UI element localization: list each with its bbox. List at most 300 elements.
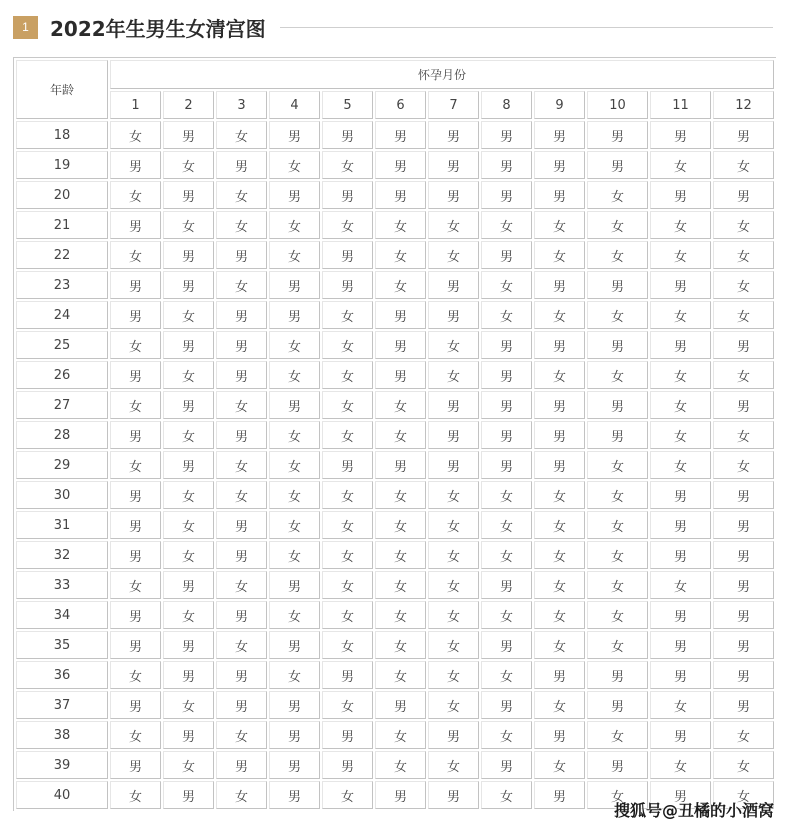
- gender-cell: 女: [428, 331, 479, 359]
- gender-cell: 男: [163, 241, 214, 269]
- gender-cell: 女: [216, 271, 267, 299]
- gender-cell: 男: [216, 661, 267, 689]
- month-header-11: 11: [650, 91, 711, 119]
- gender-cell: 男: [713, 601, 774, 629]
- gender-cell: 女: [587, 781, 648, 809]
- gender-cell: 男: [110, 151, 161, 179]
- gender-cell: 男: [650, 511, 711, 539]
- gender-cell: 女: [269, 151, 320, 179]
- gender-cell: 男: [269, 181, 320, 209]
- gender-cell: 女: [428, 211, 479, 239]
- gender-cell: 女: [428, 241, 479, 269]
- gender-cell: 男: [587, 331, 648, 359]
- gender-cell: 女: [428, 631, 479, 659]
- gender-cell: 女: [587, 481, 648, 509]
- gender-cell: 女: [428, 511, 479, 539]
- age-cell: 27: [16, 391, 108, 419]
- gender-cell: 女: [650, 151, 711, 179]
- gender-cell: 男: [650, 631, 711, 659]
- age-cell: 30: [16, 481, 108, 509]
- gender-cell: 女: [587, 211, 648, 239]
- table-row: [16, 541, 774, 569]
- gender-cell: 男: [163, 391, 214, 419]
- gender-cell: 男: [650, 661, 711, 689]
- gender-cell: 男: [322, 721, 373, 749]
- month-header-12: 12: [713, 91, 774, 119]
- gender-cell: 女: [534, 751, 585, 779]
- gender-cell: 女: [650, 691, 711, 719]
- gender-cell: 女: [534, 361, 585, 389]
- gender-cell: 女: [163, 481, 214, 509]
- table-row: [16, 601, 774, 629]
- gender-cell: 女: [110, 721, 161, 749]
- gender-cell: 女: [216, 121, 267, 149]
- gender-cell: 女: [163, 751, 214, 779]
- gender-cell: 女: [322, 601, 373, 629]
- gender-cell: 男: [481, 361, 532, 389]
- table-row: [16, 181, 774, 209]
- gender-cell: 女: [428, 541, 479, 569]
- table-row: [16, 271, 774, 299]
- gender-cell: 女: [481, 271, 532, 299]
- gender-cell: 男: [650, 121, 711, 149]
- gender-cell: 男: [428, 781, 479, 809]
- gender-cell: 女: [216, 571, 267, 599]
- gender-cell: 男: [428, 721, 479, 749]
- gender-cell: 男: [216, 421, 267, 449]
- gender-cell: 男: [534, 781, 585, 809]
- gender-cell: 女: [713, 751, 774, 779]
- gender-cell: 女: [110, 571, 161, 599]
- gender-cell: 女: [269, 661, 320, 689]
- gender-cell: 男: [322, 751, 373, 779]
- gender-cell: 女: [163, 541, 214, 569]
- gender-cell: 女: [375, 241, 426, 269]
- gender-cell: 女: [481, 721, 532, 749]
- gender-cell: 男: [322, 121, 373, 149]
- gender-chart-table: [13, 57, 776, 811]
- age-cell: 25: [16, 331, 108, 359]
- gender-cell: 女: [322, 691, 373, 719]
- table-row: [16, 751, 774, 779]
- gender-cell: 女: [163, 211, 214, 239]
- gender-cell: 男: [216, 511, 267, 539]
- table-row: [16, 571, 774, 599]
- gender-cell: 男: [713, 541, 774, 569]
- gender-cell: 男: [428, 451, 479, 479]
- gender-cell: 女: [216, 781, 267, 809]
- gender-cell: 女: [481, 301, 532, 329]
- age-cell: 39: [16, 751, 108, 779]
- gender-cell: 女: [713, 421, 774, 449]
- gender-cell: 男: [269, 631, 320, 659]
- gender-cell: 男: [650, 721, 711, 749]
- gender-cell: 男: [110, 421, 161, 449]
- gender-cell: 女: [375, 601, 426, 629]
- gender-cell: 女: [216, 631, 267, 659]
- table-row: [16, 151, 774, 179]
- gender-cell: 男: [534, 391, 585, 419]
- gender-cell: 女: [375, 541, 426, 569]
- gender-cell: 男: [587, 691, 648, 719]
- gender-cell: 女: [428, 661, 479, 689]
- gender-cell: 男: [713, 331, 774, 359]
- gender-cell: 男: [110, 751, 161, 779]
- gender-cell: 男: [110, 631, 161, 659]
- table-row: [16, 301, 774, 329]
- table-row: [16, 361, 774, 389]
- gender-cell: 男: [110, 541, 161, 569]
- gender-cell: 男: [322, 451, 373, 479]
- gender-cell: 女: [375, 721, 426, 749]
- gender-cell: 女: [375, 211, 426, 239]
- age-cell: 22: [16, 241, 108, 269]
- gender-cell: 女: [163, 691, 214, 719]
- gender-cell: 女: [322, 211, 373, 239]
- gender-cell: 女: [534, 301, 585, 329]
- month-header-5: 5: [322, 91, 373, 119]
- month-header-7: 7: [428, 91, 479, 119]
- age-cell: 24: [16, 301, 108, 329]
- month-header-10: 10: [587, 91, 648, 119]
- table-row: [16, 481, 774, 509]
- gender-cell: 女: [322, 481, 373, 509]
- gender-cell: 女: [713, 211, 774, 239]
- gender-cell: 女: [481, 601, 532, 629]
- gender-cell: 男: [534, 661, 585, 689]
- gender-cell: 男: [269, 721, 320, 749]
- gender-cell: 男: [481, 151, 532, 179]
- gender-cell: 男: [375, 451, 426, 479]
- gender-cell: 女: [163, 151, 214, 179]
- gender-cell: 男: [534, 271, 585, 299]
- gender-cell: 男: [534, 151, 585, 179]
- gender-cell: 女: [650, 421, 711, 449]
- gender-cell: 女: [481, 511, 532, 539]
- gender-cell: 女: [110, 121, 161, 149]
- age-column-header: 年龄: [16, 60, 108, 119]
- gender-cell: 女: [375, 271, 426, 299]
- table-row: [16, 691, 774, 719]
- gender-cell: 男: [428, 271, 479, 299]
- month-header-6: 6: [375, 91, 426, 119]
- gender-cell: 男: [534, 331, 585, 359]
- gender-cell: 女: [216, 211, 267, 239]
- gender-cell: 女: [534, 541, 585, 569]
- gender-cell: 男: [534, 121, 585, 149]
- gender-cell: 男: [650, 601, 711, 629]
- gender-cell: 女: [713, 721, 774, 749]
- age-cell: 33: [16, 571, 108, 599]
- gender-cell: 男: [269, 691, 320, 719]
- gender-cell: 女: [481, 541, 532, 569]
- gender-cell: 女: [481, 211, 532, 239]
- gender-cell: 男: [481, 331, 532, 359]
- gender-cell: 女: [322, 511, 373, 539]
- month-header-3: 3: [216, 91, 267, 119]
- gender-cell: 男: [587, 661, 648, 689]
- gender-cell: 女: [713, 271, 774, 299]
- table-row: [16, 721, 774, 749]
- gender-cell: 男: [713, 661, 774, 689]
- gender-cell: 男: [163, 121, 214, 149]
- gender-cell: 男: [269, 571, 320, 599]
- gender-cell: 男: [713, 481, 774, 509]
- month-header-row: [16, 91, 774, 119]
- age-cell: 20: [16, 181, 108, 209]
- gender-cell: 男: [481, 751, 532, 779]
- gender-cell: 男: [481, 451, 532, 479]
- gender-cell: 女: [216, 481, 267, 509]
- gender-cell: 男: [322, 181, 373, 209]
- gender-cell: 女: [587, 451, 648, 479]
- table-row: [16, 241, 774, 269]
- gender-cell: 女: [375, 391, 426, 419]
- gender-cell: 男: [650, 181, 711, 209]
- gender-cell: 女: [110, 661, 161, 689]
- gender-cell: 男: [428, 121, 479, 149]
- gender-cell: 女: [481, 781, 532, 809]
- gender-cell: 男: [481, 391, 532, 419]
- gender-cell: 男: [587, 151, 648, 179]
- gender-cell: 男: [216, 241, 267, 269]
- gender-cell: 女: [534, 601, 585, 629]
- age-cell: 26: [16, 361, 108, 389]
- gender-cell: 男: [216, 751, 267, 779]
- gender-cell: 女: [110, 181, 161, 209]
- gender-cell: 女: [322, 781, 373, 809]
- gender-cell: 女: [322, 361, 373, 389]
- gender-cell: 女: [269, 481, 320, 509]
- gender-cell: 女: [269, 541, 320, 569]
- gender-cell: 女: [587, 301, 648, 329]
- gender-cell: 女: [269, 331, 320, 359]
- gender-cell: 女: [110, 451, 161, 479]
- gender-cell: 女: [587, 721, 648, 749]
- gender-cell: 男: [216, 601, 267, 629]
- gender-cell: 女: [163, 361, 214, 389]
- gender-cell: 女: [428, 601, 479, 629]
- gender-cell: 女: [269, 241, 320, 269]
- gender-cell: 女: [163, 601, 214, 629]
- gender-cell: 女: [322, 151, 373, 179]
- gender-cell: 女: [375, 511, 426, 539]
- gender-cell: 男: [216, 691, 267, 719]
- age-cell: 23: [16, 271, 108, 299]
- gender-cell: 女: [713, 451, 774, 479]
- gender-cell: 女: [216, 181, 267, 209]
- gender-cell: 女: [587, 631, 648, 659]
- gender-cell: 女: [269, 211, 320, 239]
- gender-cell: 女: [428, 751, 479, 779]
- gender-cell: 女: [713, 151, 774, 179]
- table-row: [16, 121, 774, 149]
- gender-cell: 女: [375, 631, 426, 659]
- gender-cell: 男: [713, 181, 774, 209]
- age-cell: 35: [16, 631, 108, 659]
- gender-cell: 女: [481, 481, 532, 509]
- gender-cell: 女: [375, 661, 426, 689]
- gender-cell: 男: [375, 181, 426, 209]
- gender-cell: 男: [163, 331, 214, 359]
- gender-cell: 男: [375, 301, 426, 329]
- gender-cell: 男: [587, 421, 648, 449]
- gender-cell: 女: [650, 301, 711, 329]
- gender-cell: 男: [713, 571, 774, 599]
- table-row: [16, 631, 774, 659]
- gender-cell: 男: [269, 301, 320, 329]
- title-divider: [280, 27, 773, 28]
- gender-cell: 男: [713, 511, 774, 539]
- gender-cell: 女: [110, 781, 161, 809]
- gender-cell: 女: [163, 421, 214, 449]
- gender-cell: 男: [163, 571, 214, 599]
- gender-cell: 男: [481, 631, 532, 659]
- gender-cell: 男: [163, 661, 214, 689]
- gender-cell: 女: [534, 631, 585, 659]
- gender-cell: 男: [481, 241, 532, 269]
- gender-cell: 女: [428, 571, 479, 599]
- age-cell: 32: [16, 541, 108, 569]
- gender-cell: 男: [163, 181, 214, 209]
- gender-cell: 男: [163, 451, 214, 479]
- gender-cell: 女: [587, 571, 648, 599]
- gender-cell: 女: [110, 241, 161, 269]
- gender-cell: 男: [110, 301, 161, 329]
- gender-cell: 女: [650, 391, 711, 419]
- gender-cell: 男: [481, 421, 532, 449]
- gender-cell: 女: [110, 391, 161, 419]
- gender-cell: 女: [269, 361, 320, 389]
- gender-cell: 男: [110, 211, 161, 239]
- gender-cell: 男: [110, 361, 161, 389]
- gender-cell: 女: [650, 211, 711, 239]
- gender-cell: 女: [650, 241, 711, 269]
- gender-cell: 女: [534, 481, 585, 509]
- gender-cell: 女: [587, 511, 648, 539]
- gender-cell: 男: [650, 541, 711, 569]
- age-cell: 34: [16, 601, 108, 629]
- gender-cell: 男: [587, 391, 648, 419]
- gender-cell: 女: [269, 511, 320, 539]
- month-header-4: 4: [269, 91, 320, 119]
- gender-cell: 女: [481, 661, 532, 689]
- gender-cell: 男: [587, 271, 648, 299]
- gender-cell: 女: [216, 721, 267, 749]
- gender-cell: 男: [650, 271, 711, 299]
- gender-cell: 女: [587, 241, 648, 269]
- gender-cell: 女: [713, 361, 774, 389]
- gender-cell: 男: [269, 271, 320, 299]
- gender-cell: 女: [587, 181, 648, 209]
- gender-cell: 男: [110, 271, 161, 299]
- gender-cell: 男: [269, 751, 320, 779]
- gender-cell: 女: [587, 361, 648, 389]
- gender-cell: 女: [534, 511, 585, 539]
- month-header-2: 2: [163, 91, 214, 119]
- gender-cell: 男: [534, 181, 585, 209]
- gender-cell: 女: [163, 301, 214, 329]
- gender-cell: 女: [322, 541, 373, 569]
- section-number-badge: 1: [13, 16, 38, 39]
- age-cell: 38: [16, 721, 108, 749]
- gender-cell: 男: [587, 121, 648, 149]
- gender-cell: 男: [428, 421, 479, 449]
- gender-cell: 男: [269, 391, 320, 419]
- gender-cell: 男: [534, 451, 585, 479]
- gender-cell: 男: [163, 271, 214, 299]
- gender-cell: 男: [587, 751, 648, 779]
- gender-cell: 男: [375, 781, 426, 809]
- gender-cell: 女: [428, 361, 479, 389]
- gender-cell: 男: [163, 781, 214, 809]
- gender-cell: 女: [216, 391, 267, 419]
- gender-cell: 女: [322, 391, 373, 419]
- gender-cell: 男: [481, 121, 532, 149]
- gender-cell: 男: [375, 151, 426, 179]
- age-cell: 37: [16, 691, 108, 719]
- gender-cell: 男: [110, 601, 161, 629]
- gender-cell: 女: [269, 601, 320, 629]
- table-row: [16, 331, 774, 359]
- gender-cell: 女: [375, 481, 426, 509]
- gender-cell: 女: [713, 781, 774, 809]
- gender-cell: 男: [428, 391, 479, 419]
- gender-cell: 女: [428, 691, 479, 719]
- gender-cell: 男: [163, 631, 214, 659]
- table-row: [16, 661, 774, 689]
- table-row: [16, 391, 774, 419]
- gender-cell: 女: [534, 691, 585, 719]
- gender-cell: 女: [650, 451, 711, 479]
- gender-cell: 女: [322, 301, 373, 329]
- gender-cell: 女: [322, 331, 373, 359]
- gender-cell: 女: [322, 631, 373, 659]
- age-cell: 36: [16, 661, 108, 689]
- gender-cell: 女: [534, 211, 585, 239]
- gender-cell: 男: [375, 691, 426, 719]
- gender-cell: 男: [481, 571, 532, 599]
- age-cell: 29: [16, 451, 108, 479]
- gender-cell: 男: [713, 391, 774, 419]
- gender-cell: 女: [534, 241, 585, 269]
- gender-cell: 男: [269, 121, 320, 149]
- gender-cell: 男: [534, 421, 585, 449]
- gender-cell: 女: [163, 511, 214, 539]
- age-cell: 28: [16, 421, 108, 449]
- gender-cell: 男: [428, 181, 479, 209]
- month-header-1: 1: [110, 91, 161, 119]
- gender-cell: 女: [534, 571, 585, 599]
- gender-cell: 男: [375, 361, 426, 389]
- gender-cell: 女: [375, 421, 426, 449]
- gender-cell: 男: [216, 361, 267, 389]
- gender-cell: 男: [428, 301, 479, 329]
- gender-cell: 女: [713, 301, 774, 329]
- gender-cell: 男: [481, 181, 532, 209]
- gender-cell: 男: [428, 151, 479, 179]
- table-row: [16, 511, 774, 539]
- gender-cell: 男: [375, 121, 426, 149]
- gender-cell: 女: [428, 481, 479, 509]
- gender-cell: 女: [269, 451, 320, 479]
- gender-cell: 女: [375, 571, 426, 599]
- watermark: 搜狐号@丑橘的小酒窝: [613, 801, 774, 820]
- gender-cell: 女: [110, 331, 161, 359]
- gender-cell: 男: [534, 721, 585, 749]
- gender-cell: 男: [110, 481, 161, 509]
- page-title: 2022年生男生女清宫图: [50, 16, 266, 41]
